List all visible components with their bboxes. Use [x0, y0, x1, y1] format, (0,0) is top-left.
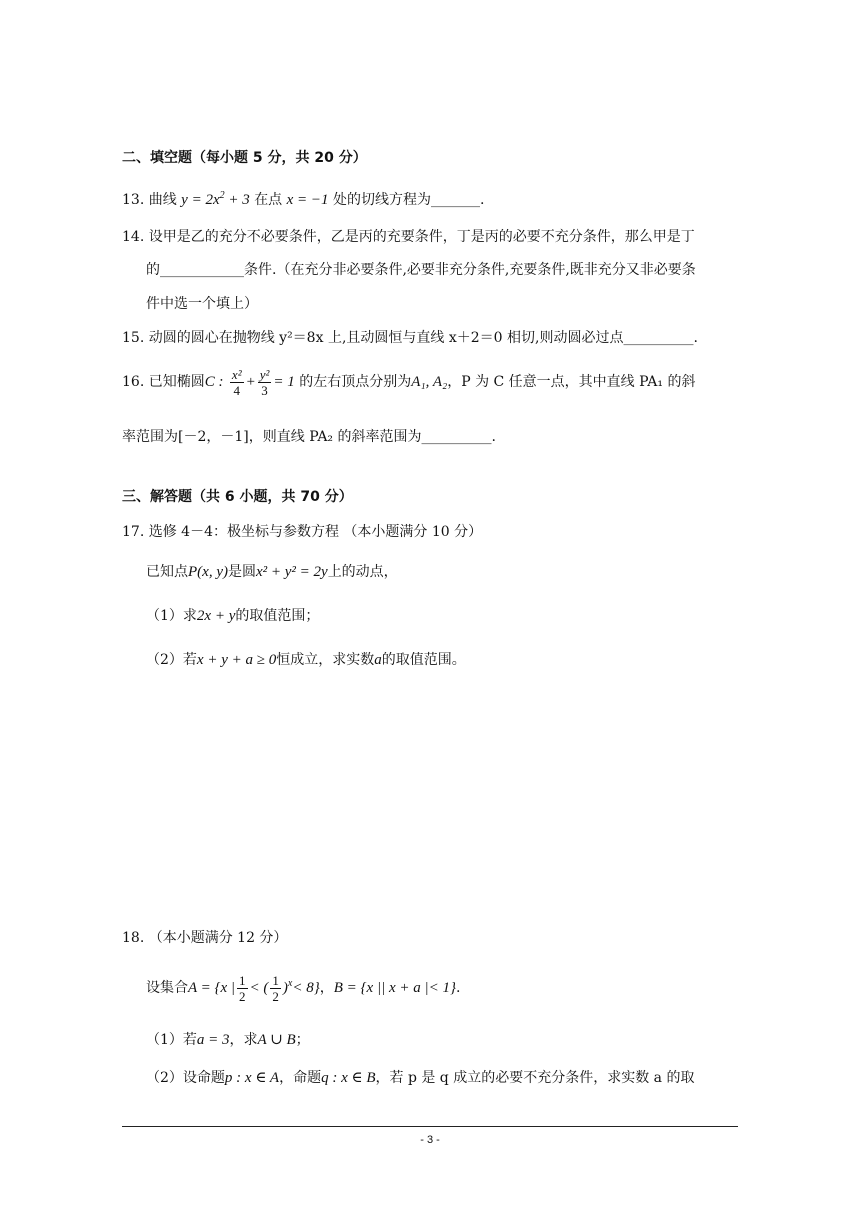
question-17-given: 已知点P(x, y)是圆x² + y² = 2y上的动点， [146, 564, 398, 580]
q16-number: 16. [122, 374, 145, 390]
q16-fraction-y: $\frac{\text{y²}}{3}$ [259, 366, 270, 398]
q16-text-a: 已知椭圆 [148, 374, 205, 390]
question-16-line-1 [122, 366, 695, 398]
q13-text-c: 处的切线方程为_______. [333, 192, 485, 208]
q18-fraction-half-2: $\frac{1}{2}$ [272, 972, 279, 1004]
question-18-part-2: （2）设命题p : x ∈ A，命题q : x ∈ B，若 p 是 q 成立的必要不充分条件，求实数 a 的取 [146, 1070, 695, 1086]
q13-text-b: 在点 [254, 192, 283, 208]
q13-expr2: x = −1 [286, 192, 329, 208]
question-16-line-2: 率范围为[－2，－1]，则直线 PA₂ 的斜率范围为__________. [122, 429, 496, 445]
q18-fraction-half-1: $\frac{1}{2}$ [239, 972, 246, 1004]
question-17-part-2: （2）若x + y + a ≥ 0恒成立，求实数a的取值范围。 [146, 652, 466, 668]
question-18-part-1: （1）若a = 3，求A ∪ B； [146, 1032, 310, 1048]
q17-point: P(x, y) [188, 564, 228, 580]
question-14-line-1: 14. 设甲是乙的充分不必要条件，乙是丙的充要条件，丁是丙的必要不充分条件，那么甲是丁 [122, 229, 695, 245]
question-13 [122, 186, 484, 210]
question-18-sets: 设集合A = {x | $\frac{1}{2}$ < ( $\frac{1}{2}$ )$^x$< 8}，B = {x || x + a |< 1}. [146, 972, 461, 1004]
q16-fraction-x: $\frac{\text{x²}}{4}$ [231, 366, 242, 398]
q18-set-b: B = {x || x + a |< 1} [333, 980, 456, 996]
question-15: 15. 动圆的圆心在抛物线 y²＝8x 上,且动圆恒与直线 x＋2＝0 相切,则动圆必过点__________. [122, 330, 698, 346]
section-solve-title: 三、解答题（共 6 小题，共 70 分） [122, 489, 353, 505]
q16-text-c: ，P 为 C 任意一点，其中直线 PA₁ 的斜 [447, 374, 696, 390]
page-number: - 3 - [420, 1134, 440, 1146]
question-17-part-1: （1）求2x + y的取值范围； [146, 608, 320, 624]
q17-circle-eq: x² + y² = 2y [255, 564, 328, 580]
q13-number: 13. [122, 192, 145, 208]
q13-expr1: $y = 2x^2 + 3$ [181, 190, 250, 208]
q16-vertices: A₁, A₂ [411, 374, 448, 390]
footer-divider [122, 1126, 738, 1127]
q16-plus: + [245, 374, 256, 390]
question-14-line-2: 的____________条件.（在充分非必要条件,必要非充分条件,充要条件,既非充分又非必要条 [146, 262, 696, 278]
q16-c-label: C : [204, 374, 224, 390]
question-18-header: 18. （本小题满分 12 分） [122, 930, 288, 946]
q16-text-b: 的左右顶点分别为 [299, 374, 412, 390]
q13-text-a: 曲线 [148, 192, 177, 208]
section-fill-in-title: 二、填空题（每小题 5 分，共 20 分） [122, 150, 367, 166]
q16-eq: = 1 [273, 374, 295, 390]
question-14-line-3: 件中选一个填上） [146, 296, 258, 312]
question-17-header: 17. 选修 4－4：极坐标与参数方程 （本小题满分 10 分） [122, 524, 483, 540]
